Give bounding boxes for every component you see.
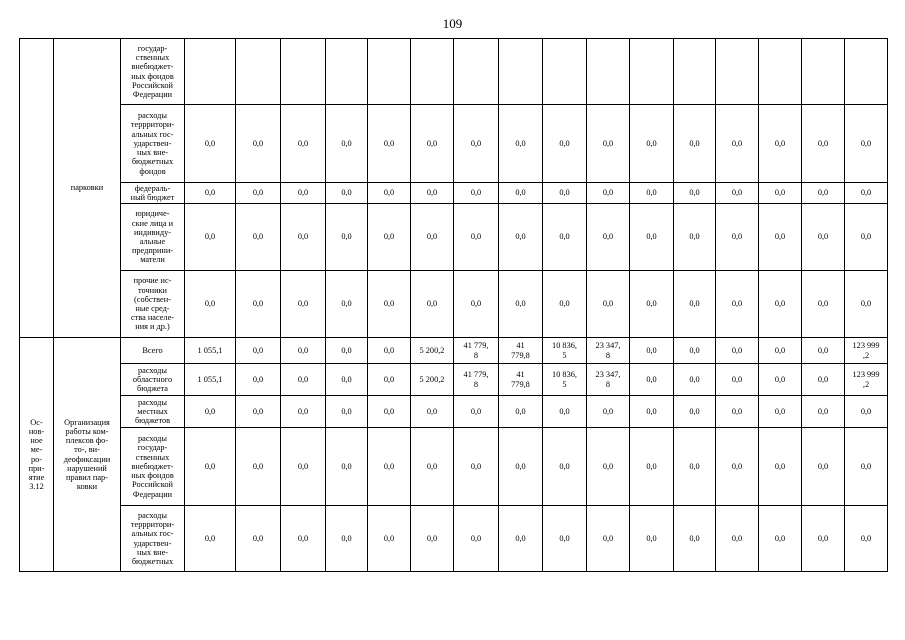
value-cell: 10 836, 5 — [543, 338, 587, 364]
value-cell: 0,0 — [236, 364, 281, 396]
value-cell: 0,0 — [802, 183, 845, 204]
table-row — [20, 506, 888, 572]
value-cell: 0,0 — [716, 364, 759, 396]
value-cell: 0,0 — [499, 271, 543, 338]
value-cell: 0,0 — [716, 183, 759, 204]
value-cell: 0,0 — [716, 396, 759, 428]
value-cell: 41 779, 8 — [454, 338, 499, 364]
table-row — [20, 183, 888, 204]
value-cell: 0,0 — [454, 204, 499, 271]
value-cell: 0,0 — [543, 271, 587, 338]
value-cell: 0,0 — [845, 271, 888, 338]
funding-source-cell: государ- ственных внебюджет- ных фондов Российской Федерации — [121, 39, 185, 105]
value-cell: 0,0 — [802, 506, 845, 572]
value-cell — [499, 39, 543, 105]
value-cell: 23 347, 8 — [587, 338, 630, 364]
value-cell — [185, 39, 236, 105]
value-cell: 0,0 — [368, 271, 411, 338]
value-cell: 0,0 — [185, 204, 236, 271]
value-cell: 0,0 — [630, 364, 674, 396]
funding-source-cell: расходы областного бюджета — [121, 364, 185, 396]
value-cell: 1 055,1 — [185, 338, 236, 364]
value-cell: 0,0 — [674, 271, 716, 338]
value-cell: 0,0 — [499, 396, 543, 428]
value-cell: 0,0 — [674, 105, 716, 183]
value-cell: 0,0 — [630, 396, 674, 428]
value-cell: 0,0 — [674, 396, 716, 428]
table-row — [20, 105, 888, 183]
value-cell: 0,0 — [674, 338, 716, 364]
value-cell: 0,0 — [411, 183, 454, 204]
value-cell: 41 779,8 — [499, 364, 543, 396]
value-cell: 5 200,2 — [411, 364, 454, 396]
value-cell: 0,0 — [368, 506, 411, 572]
value-cell: 0,0 — [845, 506, 888, 572]
value-cell: 123 999 ,2 — [845, 364, 888, 396]
value-cell: 0,0 — [185, 506, 236, 572]
value-cell: 0,0 — [368, 338, 411, 364]
value-cell: 0,0 — [368, 396, 411, 428]
value-cell: 0,0 — [281, 364, 326, 396]
value-cell: 0,0 — [281, 396, 326, 428]
value-cell: 5 200,2 — [411, 338, 454, 364]
funding-source-cell: юридиче- ские лица и индивиду- альные предприни- матели — [121, 204, 185, 271]
value-cell: 0,0 — [281, 183, 326, 204]
value-cell: 0,0 — [716, 428, 759, 506]
value-cell: 0,0 — [236, 183, 281, 204]
value-cell: 0,0 — [368, 183, 411, 204]
value-cell: 0,0 — [454, 396, 499, 428]
value-cell: 0,0 — [281, 338, 326, 364]
table-row — [20, 204, 888, 271]
value-cell: 0,0 — [411, 428, 454, 506]
value-cell: 0,0 — [759, 396, 802, 428]
value-cell: 0,0 — [802, 364, 845, 396]
value-cell: 0,0 — [185, 183, 236, 204]
funding-source-cell: расходы террритори- альных гос- ударствен- ных вне- бюджетных — [121, 506, 185, 572]
value-cell: 0,0 — [326, 271, 368, 338]
value-cell: 0,0 — [326, 506, 368, 572]
table-row — [20, 39, 888, 105]
funding-source-cell: расходы местных бюджетов — [121, 396, 185, 428]
value-cell: 0,0 — [411, 204, 454, 271]
value-cell: 23 347, 8 — [587, 364, 630, 396]
value-cell: 0,0 — [411, 396, 454, 428]
funding-source-cell: расходы террритори- альных гос- ударствен- ных вне- бюджетных фондов — [121, 105, 185, 183]
value-cell: 0,0 — [630, 271, 674, 338]
funding-source-cell: Всего — [121, 338, 185, 364]
value-cell: 0,0 — [674, 428, 716, 506]
value-cell — [543, 39, 587, 105]
value-cell: 0,0 — [543, 428, 587, 506]
value-cell: 0,0 — [845, 183, 888, 204]
value-cell: 0,0 — [759, 338, 802, 364]
value-cell: 0,0 — [845, 204, 888, 271]
table-row — [20, 396, 888, 428]
value-cell: 0,0 — [543, 204, 587, 271]
value-cell: 0,0 — [802, 396, 845, 428]
value-cell: 0,0 — [411, 506, 454, 572]
funding-source-cell: федераль- ный бюджет — [121, 183, 185, 204]
value-cell: 0,0 — [236, 428, 281, 506]
value-cell: 0,0 — [454, 271, 499, 338]
value-cell: 0,0 — [326, 396, 368, 428]
value-cell — [281, 39, 326, 105]
value-cell: 0,0 — [236, 506, 281, 572]
value-cell: 0,0 — [587, 396, 630, 428]
value-cell: 0,0 — [326, 338, 368, 364]
value-cell: 0,0 — [236, 271, 281, 338]
value-cell: 0,0 — [326, 364, 368, 396]
value-cell — [716, 39, 759, 105]
funding-source-cell: расходы государ- ственных внебюджет- ных фондов Российской Федерации — [121, 428, 185, 506]
value-cell — [630, 39, 674, 105]
value-cell: 0,0 — [630, 338, 674, 364]
value-cell: 0,0 — [326, 183, 368, 204]
value-cell: 0,0 — [499, 428, 543, 506]
value-cell: 1 055,1 — [185, 364, 236, 396]
value-cell: 0,0 — [411, 105, 454, 183]
value-cell: 0,0 — [185, 271, 236, 338]
value-cell: 0,0 — [236, 338, 281, 364]
value-cell: 0,0 — [454, 183, 499, 204]
value-cell: 0,0 — [759, 204, 802, 271]
value-cell: 0,0 — [543, 105, 587, 183]
value-cell — [587, 39, 630, 105]
value-cell: 0,0 — [185, 396, 236, 428]
value-cell: 0,0 — [759, 271, 802, 338]
value-cell — [236, 39, 281, 105]
value-cell: 0,0 — [802, 204, 845, 271]
value-cell: 0,0 — [368, 204, 411, 271]
value-cell — [845, 39, 888, 105]
value-cell: 0,0 — [630, 105, 674, 183]
value-cell: 0,0 — [281, 271, 326, 338]
value-cell: 0,0 — [326, 105, 368, 183]
value-cell: 0,0 — [802, 271, 845, 338]
measure-name-cell: Организация работы ком- плексов фо- то-, ви- деофиксации нарушений правил пар- ковки — [54, 338, 121, 572]
value-cell: 0,0 — [499, 506, 543, 572]
value-cell: 0,0 — [587, 506, 630, 572]
value-cell: 0,0 — [674, 506, 716, 572]
value-cell: 0,0 — [759, 105, 802, 183]
value-cell: 0,0 — [845, 428, 888, 506]
table-row — [20, 428, 888, 506]
value-cell — [368, 39, 411, 105]
value-cell: 0,0 — [281, 105, 326, 183]
value-cell: 0,0 — [759, 364, 802, 396]
value-cell: 0,0 — [281, 428, 326, 506]
funding-source-cell: прочие ис- точники (собствен- ные сред- ства населе- ния и др.) — [121, 271, 185, 338]
value-cell — [326, 39, 368, 105]
table-row — [20, 271, 888, 338]
page-number: 109 — [442, 16, 463, 31]
value-cell — [454, 39, 499, 105]
value-cell: 0,0 — [630, 506, 674, 572]
value-cell: 0,0 — [802, 105, 845, 183]
value-cell: 0,0 — [802, 338, 845, 364]
value-cell: 0,0 — [674, 204, 716, 271]
value-cell: 0,0 — [236, 204, 281, 271]
value-cell: 0,0 — [674, 183, 716, 204]
value-cell: 0,0 — [716, 204, 759, 271]
table-row — [20, 338, 888, 364]
value-cell: 0,0 — [185, 428, 236, 506]
value-cell: 0,0 — [281, 204, 326, 271]
value-cell: 0,0 — [454, 506, 499, 572]
value-cell: 0,0 — [630, 204, 674, 271]
value-cell: 0,0 — [368, 428, 411, 506]
value-cell: 0,0 — [236, 396, 281, 428]
value-cell: 0,0 — [368, 105, 411, 183]
value-cell: 0,0 — [759, 506, 802, 572]
value-cell: 0,0 — [674, 364, 716, 396]
value-cell: 0,0 — [845, 396, 888, 428]
value-cell: 0,0 — [499, 105, 543, 183]
value-cell: 0,0 — [411, 271, 454, 338]
value-cell: 0,0 — [845, 105, 888, 183]
value-cell: 0,0 — [368, 364, 411, 396]
value-cell: 10 836, 5 — [543, 364, 587, 396]
value-cell: 0,0 — [281, 506, 326, 572]
value-cell: 0,0 — [454, 428, 499, 506]
value-cell: 41 779, 8 — [454, 364, 499, 396]
value-cell — [674, 39, 716, 105]
value-cell: 0,0 — [716, 338, 759, 364]
table-row — [20, 364, 888, 396]
value-cell: 0,0 — [716, 271, 759, 338]
value-cell: 0,0 — [326, 428, 368, 506]
value-cell — [411, 39, 454, 105]
value-cell: 0,0 — [454, 105, 499, 183]
table-body — [20, 39, 888, 572]
value-cell: 0,0 — [326, 204, 368, 271]
measure-code-cell: Ос- нов- ное ме- ро- при- ятие 3.12 — [20, 338, 54, 572]
value-cell: 0,0 — [499, 204, 543, 271]
value-cell: 0,0 — [630, 183, 674, 204]
value-cell: 0,0 — [543, 183, 587, 204]
value-cell: 0,0 — [543, 396, 587, 428]
value-cell: 41 779,8 — [499, 338, 543, 364]
value-cell: 0,0 — [630, 428, 674, 506]
value-cell: 0,0 — [587, 105, 630, 183]
value-cell: 0,0 — [587, 428, 630, 506]
value-cell: 0,0 — [802, 428, 845, 506]
value-cell: 123 999 ,2 — [845, 338, 888, 364]
value-cell: 0,0 — [587, 271, 630, 338]
value-cell: 0,0 — [759, 428, 802, 506]
budget-table — [19, 38, 888, 572]
value-cell: 0,0 — [716, 506, 759, 572]
value-cell: 0,0 — [716, 105, 759, 183]
measure-code-cell — [20, 39, 54, 338]
value-cell: 0,0 — [759, 183, 802, 204]
value-cell: 0,0 — [587, 183, 630, 204]
value-cell: 0,0 — [185, 105, 236, 183]
value-cell: 0,0 — [587, 204, 630, 271]
value-cell: 0,0 — [236, 105, 281, 183]
measure-name-cell: парковки — [54, 39, 121, 338]
value-cell — [802, 39, 845, 105]
value-cell: 0,0 — [499, 183, 543, 204]
value-cell: 0,0 — [543, 506, 587, 572]
value-cell — [759, 39, 802, 105]
